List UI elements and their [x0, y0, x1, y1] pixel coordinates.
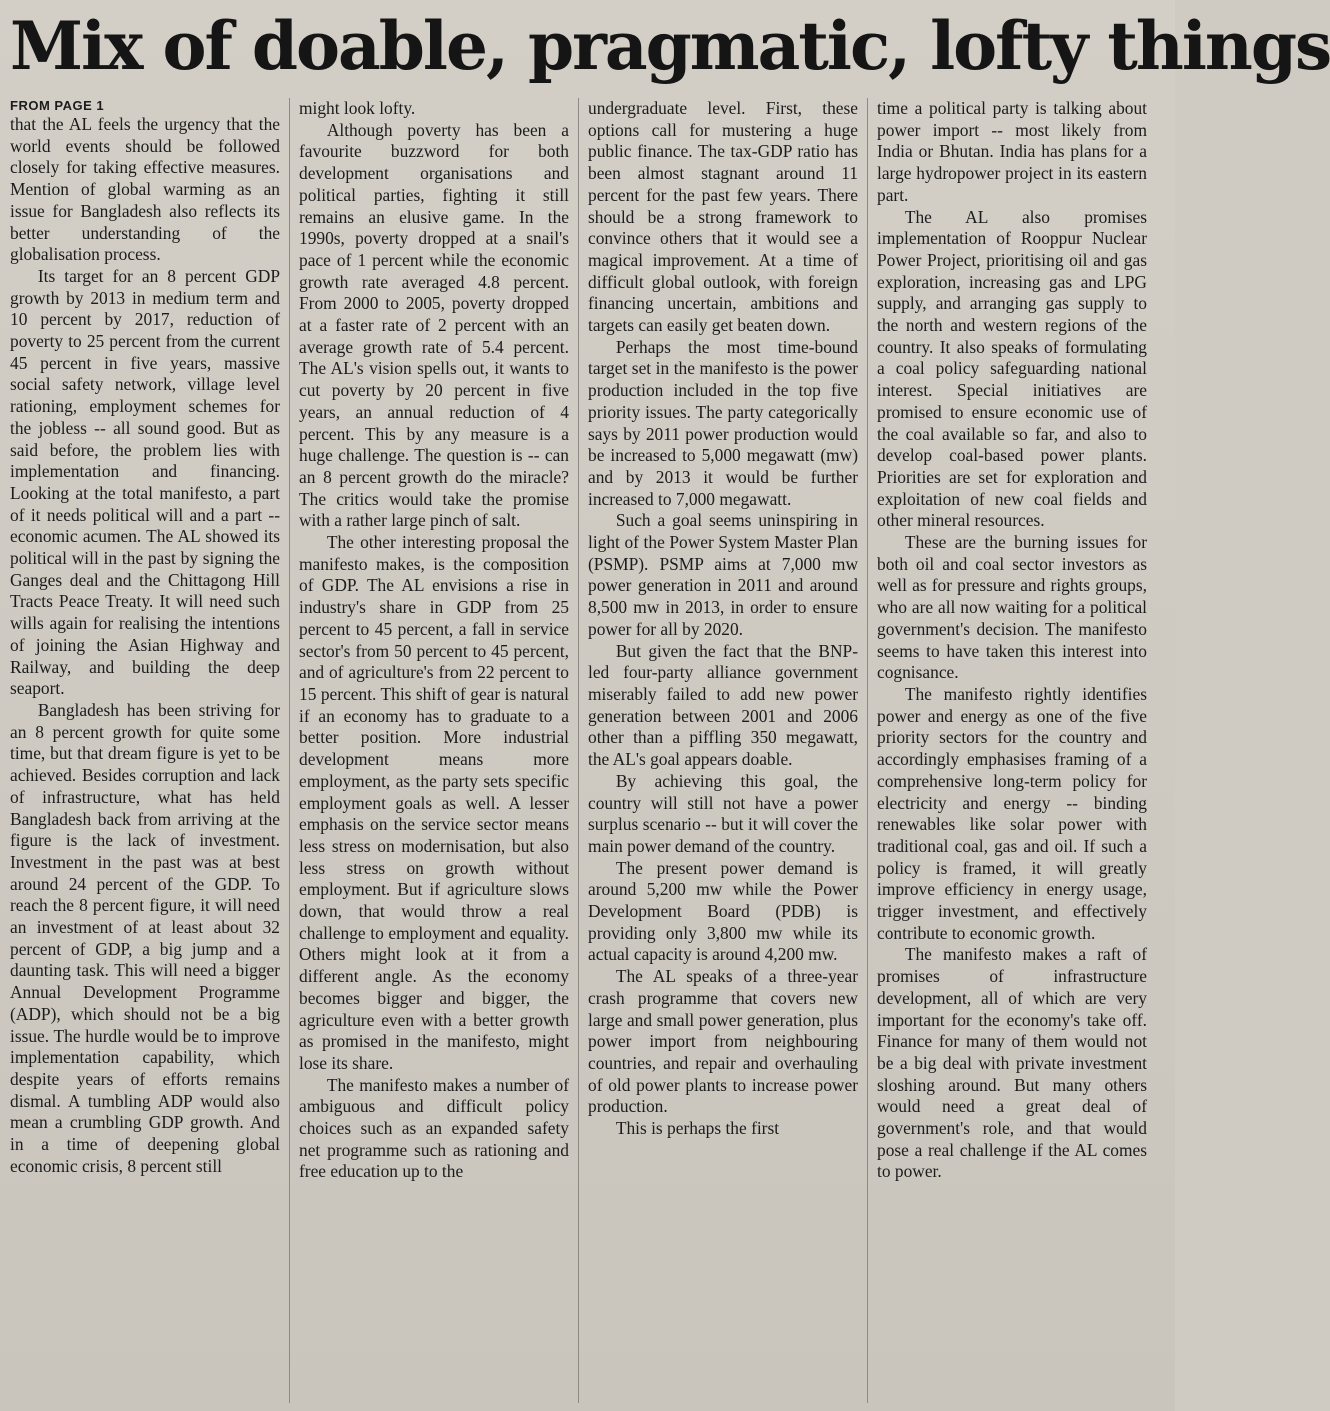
paragraph: But given the fact that the BNP-led four-party alliance government miserably failed to add new power generation between 2001 and 2006 other than a piffling 350 megawatt, the AL's goal appears doable. — [588, 640, 858, 770]
column-1 — [10, 98, 289, 1403]
paragraph: The manifesto rightly identifies power and energy as one of the five priority sectors for the country and accordingly emphasises framing of a comprehensive long-term policy for electricity and energy -- binding renewables like solar power with traditional coal, gas and oil. If such a policy is framed, it will greatly improve efficiency in energy usage, trigger investment, and effectively contribute to economic growth. — [877, 683, 1147, 943]
paragraph: The AL also promises implementation of Rooppur Nuclear Power Project, prioritising oil and gas exploration, increasing gas and LPG supply, and arranging gas supply to the north and western regions of the country. It also speaks of formulating a coal policy safeguarding national interest. Special initiatives are promised to ensure economic use of the coal available so far, and also to develop coal-based power plants. Priorities are set for exploration and exploitation of new coal fields and other mineral resources. — [877, 206, 1147, 531]
paragraph: These are the burning issues for both oil and coal sector investors as well as for pressure and rights groups, who are all now waiting for a political government's decision. The manifesto seems to have taken this interest into cognisance. — [877, 532, 1147, 683]
paragraph: Its target for an 8 percent GDP growth by 2013 in medium term and 10 percent by 2017, reduction of poverty to 25 percent from the current 45 percent in five years, massive social safety network, village level rationing, employment schemes for the jobless -- all sound good. But as said before, the problem lies with implementation and financing. Looking at the total manifesto, a part of it needs political will and a part -- economic acumen. The AL showed its political will in the past by signing the Ganges deal and the Chittagong Hill Tracts Peace Treaty. It will need such wills again for realising the intentions of joining the Asian Highway and Railway, and building the deep seaport. — [10, 265, 280, 699]
paragraph: Such a goal seems uninspiring in light of the Power System Master Plan (PSMP). PSMP aims at 7,000 mw power generation in 2011 and around 8,500 mw in 2013, in order to ensure power for all by 2020. — [588, 510, 858, 639]
paragraph: Perhaps the most time-bound target set in the manifesto is the power production included in the top five priority issues. The party categorically says by 2011 power production would be increased to 5,000 megawatt (mw) and by 2013 it would be further increased to 7,000 megawatt. — [588, 336, 858, 509]
continuation-kicker: FROM PAGE 1 — [10, 98, 105, 113]
column-3 — [578, 98, 867, 1403]
paragraph: undergraduate level. First, these options call for mustering a huge public finance. The tax-GDP ratio has been almost stagnant around 11 percent for the past few years. There should be a strong framework to convince others that it would see a magical improvement. At a time of difficult global outlook, with foreign financing uncertain, ambitions and targets can easily get beaten down. — [588, 98, 858, 336]
paragraph: time a political party is talking about power import -- most likely from India or Bhutan. India has plans for a large hydropower project in its eastern part. — [877, 98, 1147, 205]
paragraph: By achieving this goal, the country will still not have a power surplus scenario -- but it will cover the main power demand of the country. — [588, 770, 858, 856]
headline: Mix of doable, pragmatic, lofty things — [10, 7, 1330, 85]
column-4 — [867, 98, 1156, 1403]
paragraph: The present power demand is around 5,200 mw while the Power Development Board (PDB) is providing only 3,800 mw while its actual capacity is around 4,200 mw. — [588, 857, 858, 965]
paragraph: might look lofty. — [299, 98, 416, 118]
paragraph: The manifesto makes a number of ambiguous and difficult policy choices such as an expanded safety net programme such as rationing and free education up to the — [299, 1074, 569, 1182]
paragraph: Bangladesh has been striving for an 8 percent growth for quite some time, but that dream figure is yet to be achieved. Besides corruption and lack of infrastructure, what has held Bangladesh back from arriving at the figure is the lack of investment. Investment in the past was at best around 24 percent of the GDP. To reach the 8 percent figure, it will need an investment of at least about 32 percent of GDP, a big jump and a daunting task. This will need a bigger Annual Development Programme (ADP), which should not be a big issue. The hurdle would be to improve implementation capability, which despite years of efforts remains dismal. A tumbling ADP would also mean a crumbling GDP growth. And in a time of deepening global economic crisis, 8 percent still — [10, 699, 280, 1176]
article-body — [10, 98, 1168, 1403]
paragraph: that the AL feels the urgency that the world events should be followed closely for taking effective measures. Mention of global warming as an issue for Bangladesh also reflects its better understanding of the globalisation process. — [10, 114, 280, 265]
column-2 — [289, 98, 578, 1403]
paragraph: The manifesto makes a raft of promises of infrastructure development, all of which are very important for the economy's take off. Finance for many of them would not be a big deal with private investment sloshing around. But many others would need a great deal of government's role, and that would pose a real challenge if the AL comes to power. — [877, 944, 1147, 1182]
paragraph: The other interesting proposal the manifesto makes, is the composition of GDP. The AL envisions a rise in industry's share in GDP from 25 percent to 45 percent, a fall in service sector's from 50 percent to 45 percent, and of agriculture's from 22 percent to 15 percent. This shift of gear is natural if an economy has to graduate to a better position. More industrial development means more employment, as the party sets specific employment goals as well. A lesser emphasis on the service sector means less stress on modernisation, but also less stress on growth without employment. But if agriculture slows down, that would throw a real challenge to employment and equality. Others might look at it from a different angle. As the economy becomes bigger and bigger, the agriculture even with a better growth as promised in the manifesto, might lose its share. — [299, 532, 569, 1073]
paragraph: This is perhaps the first — [615, 1118, 780, 1139]
paragraph: The AL speaks of a three-year crash programme that covers new large and small power generation, plus power import from neighbouring countries, and repair and overhauling of old power plants to increase power production. — [588, 966, 858, 1117]
paragraph: Although poverty has been a favourite buzzword for both development organisations and political parties, fighting it still remains an elusive game. In the 1990s, poverty dropped at a snail's pace of 1 percent while the economic growth rate averaged 4.8 percent. From 2000 to 2005, poverty dropped at a faster rate of 2 percent with an average growth rate of 5.4 percent. The AL's vision spells out, it wants to cut poverty by 20 percent in five years, an annual reduction of 4 percent. This by any measure is a huge challenge. The question is -- can an 8 percent growth do the miracle? The critics would take the promise with a rather large pinch of salt. — [299, 119, 569, 531]
